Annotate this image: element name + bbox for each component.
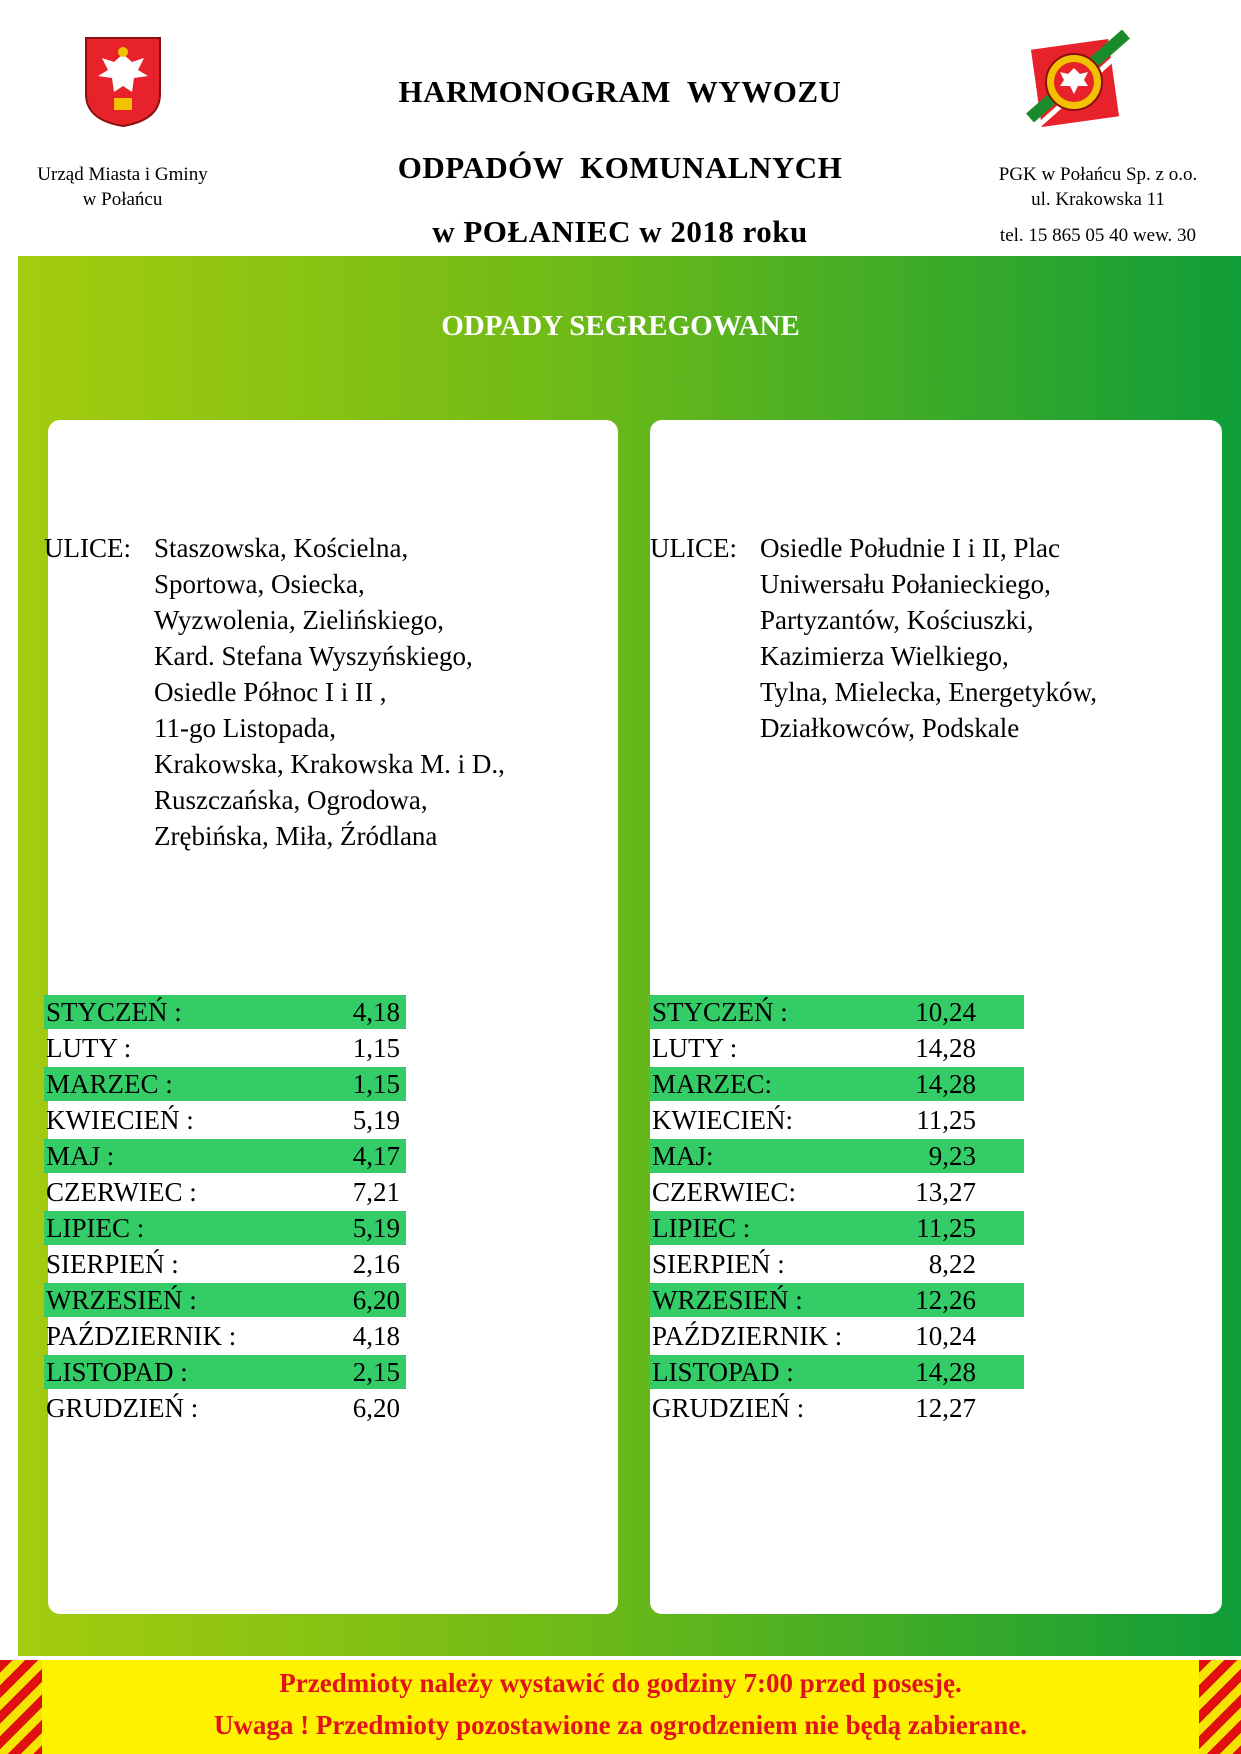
pickup-dates: 4,18 [352, 997, 400, 1027]
pickup-dates: 4,18 [352, 1321, 400, 1351]
street-line: Tylna, Mielecka, Energetyków, [760, 677, 1097, 707]
month-label: GRUDZIEŃ : [652, 1393, 805, 1423]
month-label: LUTY : [46, 1033, 132, 1063]
street-line: 11-go Listopada, [154, 713, 336, 743]
pickup-dates: 11,25 [916, 1213, 976, 1243]
footer-notice [0, 1660, 1241, 1754]
schedule-row [650, 1174, 1030, 1210]
schedule-row [44, 1138, 424, 1174]
street-line: Kard. Stefana Wyszyńskiego, [154, 641, 473, 671]
schedule-row [44, 1318, 424, 1354]
street-line: Osiedle Północ I i II , [154, 677, 387, 707]
right-schedule [650, 994, 1030, 1426]
month-label: SIERPIEŃ : [46, 1249, 179, 1279]
schedule-row [650, 1210, 1030, 1246]
street-list [760, 530, 1097, 746]
schedule-row [650, 1030, 1030, 1066]
schedule-row [44, 1390, 424, 1426]
pickup-dates: 4,17 [352, 1141, 400, 1171]
pickup-dates: 10,24 [915, 997, 976, 1027]
schedule-row [44, 1210, 424, 1246]
month-label: KWIECIEŃ: [652, 1105, 793, 1135]
pgk-company-logo-icon [1026, 30, 1132, 130]
month-label: MAJ : [46, 1141, 115, 1171]
month-label: LUTY : [652, 1033, 738, 1063]
schedule-row [44, 1282, 424, 1318]
notice-line-1: Przedmioty należy wystawić do godziny 7:00 przed posesję. [279, 1668, 962, 1698]
street-line: Działkowców, Podskale [760, 713, 1020, 743]
schedule-row [650, 1282, 1030, 1318]
schedule-row [44, 1030, 424, 1066]
street-line: Krakowska, Krakowska M. i D., [154, 749, 505, 779]
street-line: Staszowska, Kościelna, [154, 533, 409, 563]
schedule-row [650, 1138, 1030, 1174]
pickup-dates: 11,25 [916, 1105, 976, 1135]
month-label: PAŹDZIERNIK : [46, 1321, 237, 1351]
page-title-line-3: w POŁANIEC w 2018 roku [432, 214, 808, 249]
month-label: CZERWIEC: [652, 1177, 796, 1207]
municipal-office-name: Urząd Miasta i Gminy [37, 164, 208, 185]
company-address: ul. Krakowska 11 [1031, 189, 1165, 210]
schedule-row [44, 1066, 424, 1102]
schedule-row [44, 1102, 424, 1138]
schedule-row [44, 994, 424, 1030]
month-label: STYCZEŃ : [46, 997, 182, 1027]
pickup-dates: 8,22 [928, 1249, 976, 1279]
page-title-line-1: HARMONOGRAM WYWOZU [398, 74, 842, 109]
month-label: LISTOPAD : [46, 1357, 188, 1387]
pickup-dates: 12,26 [915, 1285, 976, 1315]
pickup-dates: 5,19 [352, 1105, 400, 1135]
schedule-row [650, 1318, 1030, 1354]
pickup-dates: 14,28 [915, 1357, 976, 1387]
month-label: PAŹDZIERNIK : [652, 1321, 843, 1351]
street-line: Zrębińska, Miła, Źródlana [154, 821, 438, 851]
pickup-dates: 1,15 [352, 1033, 400, 1063]
month-label: MAJ: [652, 1141, 714, 1171]
month-label: KWIECIEŃ : [46, 1105, 194, 1135]
pickup-dates: 6,20 [352, 1393, 400, 1423]
schedule-row [650, 1246, 1030, 1282]
section-title: ODPADY SEGREGOWANE [441, 310, 800, 342]
month-label: GRUDZIEŃ : [46, 1393, 199, 1423]
notice-line-2: Uwaga ! Przedmioty pozostawione za ogrodzeniem nie będą zabierane. [213, 1710, 1028, 1740]
street-line: Partyzantów, Kościuszki, [760, 605, 1034, 635]
street-list [154, 530, 505, 854]
company-name: PGK w Połańcu Sp. z o.o. [998, 164, 1198, 185]
pickup-dates: 5,19 [352, 1213, 400, 1243]
pickup-dates: 14,28 [915, 1069, 976, 1099]
street-line: Uniwersału Połanieckiego, [760, 569, 1051, 599]
pickup-dates: 12,27 [915, 1393, 976, 1423]
schedule-row [650, 994, 1030, 1030]
streets-label: ULICE: [44, 533, 131, 563]
street-line: Ruszczańska, Ogrodowa, [154, 785, 428, 815]
schedule-row [44, 1174, 424, 1210]
month-label: SIERPIEŃ : [652, 1249, 785, 1279]
month-label: CZERWIEC : [46, 1177, 197, 1207]
pickup-dates: 14,28 [915, 1033, 976, 1063]
month-label: LIPIEC : [46, 1213, 145, 1243]
month-label: STYCZEŃ : [652, 997, 788, 1027]
street-line: Osiedle Południe I i II, Plac [760, 533, 1060, 563]
pickup-dates: 13,27 [915, 1177, 976, 1207]
schedule-row [650, 1102, 1030, 1138]
month-label: WRZESIEŃ : [46, 1285, 197, 1315]
street-line: Sportowa, Osiecka, [154, 569, 365, 599]
month-label: LIPIEC : [652, 1213, 751, 1243]
month-label: MARZEC : [46, 1069, 173, 1099]
schedule-row [44, 1354, 424, 1390]
pickup-dates: 2,15 [352, 1357, 400, 1387]
company-phone: tel. 15 865 05 40 wew. 30 [999, 225, 1197, 246]
street-line: Wyzwolenia, Zielińskiego, [154, 605, 445, 635]
company-info [968, 162, 1228, 212]
municipal-office-location: w Połańcu [82, 189, 163, 210]
schedule-row [650, 1390, 1030, 1426]
schedule-row [650, 1066, 1030, 1102]
pickup-dates: 6,20 [352, 1285, 400, 1315]
pickup-dates: 7,21 [352, 1177, 400, 1207]
month-label: MARZEC: [652, 1069, 773, 1099]
schedule-row [44, 1246, 424, 1282]
pickup-dates: 2,16 [352, 1249, 400, 1279]
pickup-dates: 1,15 [352, 1069, 400, 1099]
month-label: WRZESIEŃ : [652, 1285, 803, 1315]
street-line: Kazimierza Wielkiego, [760, 641, 1009, 671]
schedule-row [650, 1354, 1030, 1390]
left-schedule [44, 994, 424, 1426]
pickup-dates: 9,23 [928, 1141, 976, 1171]
streets-label: ULICE: [650, 533, 737, 563]
municipal-office-info [20, 162, 225, 212]
page-title-line-2: ODPADÓW KOMUNALNYCH [397, 150, 843, 185]
pickup-dates: 10,24 [915, 1321, 976, 1351]
polaniec-coat-of-arms-icon [84, 36, 162, 128]
month-label: LISTOPAD : [652, 1357, 794, 1387]
